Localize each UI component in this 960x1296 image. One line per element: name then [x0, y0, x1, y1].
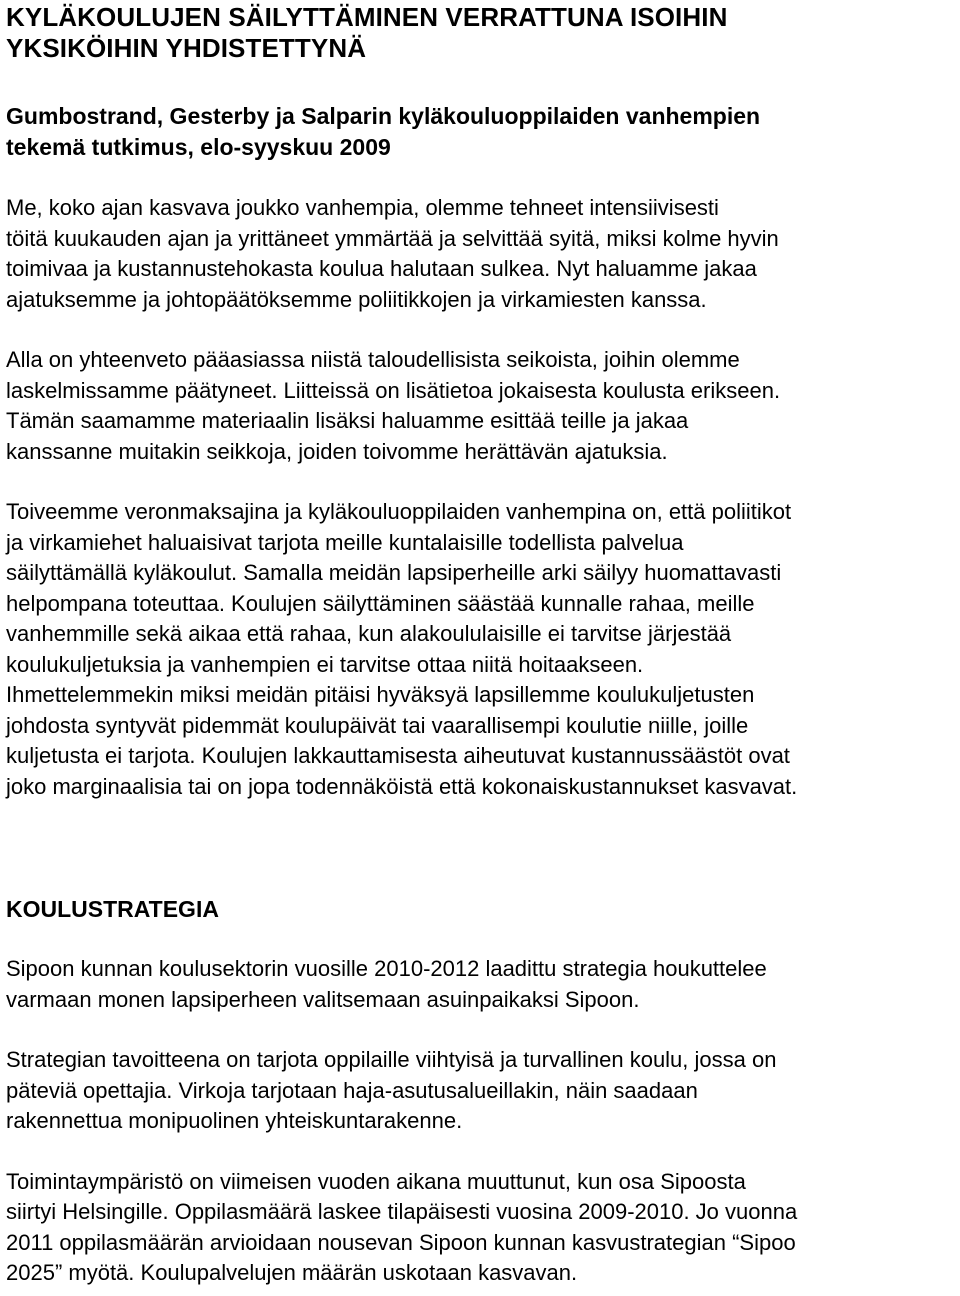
intro-paragraph [6, 193, 960, 315]
paragraph-line: Me, koko ajan kasvava joukko vanhempia, olemme tehneet intensiivisesti [6, 195, 719, 220]
paragraph-line: joko marginaalisia tai on jopa todennäköistä että kokonaiskustannukset kasvavat. [6, 773, 798, 799]
paragraph-line: 2025” myötä. Koulupalvelujen määrän uskotaan kasvavan. [6, 1260, 578, 1285]
paragraph-line: ajatuksemme ja johtopäätöksemme poliitikkojen ja virkamiesten kanssa. [6, 286, 707, 312]
paragraph-line: johdosta syntyvät pidemmät koulupäivät tai vaarallisempi koulutie niille, joille [6, 712, 749, 738]
paragraph-line: kanssanne muitakin seikkoja, joiden toivomme herättävän ajatuksia. [6, 438, 668, 464]
strategy-paragraph-1 [6, 954, 960, 1015]
paragraph-line: päteviä opettajia. Virkoja tarjotaan haja-asutusalueillakin, näin saadaan [6, 1077, 698, 1103]
paragraph-line: Strategian tavoitteena on tarjota oppilaille viihtyisä ja turvallinen koulu, jossa on [6, 1047, 777, 1072]
paragraph-line: koulukuljetuksia ja vanhempien ei tarvitse ottaa niitä hoitaakseen. [6, 651, 644, 677]
document-subtitle [6, 101, 960, 163]
paragraph-line: säilyttämällä kyläkoulut. Samalla meidän lapsiperheille arki säilyy huomattavasti [6, 560, 782, 585]
paragraph-line: Sipoon kunnan koulusektorin vuosille 2010-2012 laadittu strategia houkuttelee [6, 956, 767, 981]
paragraph-line: rakennettua monipuolinen yhteiskuntarakenne. [6, 1108, 463, 1133]
subtitle-line: tekemä tutkimus, elo-syyskuu 2009 [6, 134, 391, 160]
paragraph-line: kuljetusta ei tarjota. Koulujen lakkauttamisesta aiheutuvat kustannussäästöt ovat [6, 743, 790, 768]
paragraph-line: laskelmissamme päätyneet. Liitteissä on lisätietoa jokaisesta koulusta erikseen. [6, 377, 781, 403]
summary-paragraph [6, 345, 960, 467]
paragraph-line: varmaan monen lapsiperheen valitsemaan asuinpaikaksi Sipoon. [6, 986, 640, 1012]
section-heading-koulustrategia: KOULUSTRATEGIA [6, 896, 219, 922]
paragraph-line: vanhemmille sekä aikaa että rahaa, kun alakoululaisille ei tarvitse järjestää [6, 621, 732, 646]
paragraph-line: Toimintaympäristö on viimeisen vuoden aikana muuttunut, kun osa Sipoosta [6, 1168, 746, 1194]
title-line: KYLÄKOULUJEN SÄILYTTÄMINEN VERRATTUNA ISOIHIN [6, 2, 728, 32]
paragraph-line: toimivaa ja kustannustehokasta koulua halutaan sulkea. Nyt haluamme jakaa [6, 256, 757, 281]
document-title [6, 0, 960, 64]
paragraph-line: helpompana toteuttaa. Koulujen säilyttäminen säästää kunnalle rahaa, meille [6, 590, 755, 616]
paragraph-line: Toiveemme veronmaksajina ja kyläkouluoppilaiden vanhempina on, että poliitikot [6, 499, 792, 524]
strategy-paragraph-2 [6, 1045, 960, 1137]
paragraph-line: siirtyi Helsingille. Oppilasmäärä laskee tilapäisesti vuosina 2009-2010. Jo vuonna [6, 1199, 798, 1224]
strategy-paragraph-3 [6, 1167, 960, 1289]
paragraph-line: Alla on yhteenveto pääasiassa niistä taloudellisista seikoista, joihin olemme [6, 347, 740, 372]
title-line: YKSIKÖIHIN YHDISTETTYNÄ [6, 33, 367, 63]
paragraph-line: 2011 oppilasmäärän arvioidaan nousevan Sipoon kunnan kasvustrategian “Sipoo [6, 1229, 796, 1255]
paragraph-line: ja virkamiehet haluaisivat tarjota meille kuntalaisille todellista palvelua [6, 529, 684, 555]
paragraph-line: Ihmettelemmekin miksi meidän pitäisi hyväksyä lapsillemme koulukuljetusten [6, 682, 755, 707]
subtitle-line: Gumbostrand, Gesterby ja Salparin kyläkouluoppilaiden vanhempien [6, 103, 761, 129]
paragraph-line: töitä kuukauden ajan ja yrittäneet ymmärtää ja selvittää syitä, miksi kolme hyvin [6, 225, 779, 251]
wish-paragraph [6, 497, 960, 802]
paragraph-line: Tämän saamamme materiaalin lisäksi haluamme esittää teille ja jakaa [6, 408, 689, 433]
